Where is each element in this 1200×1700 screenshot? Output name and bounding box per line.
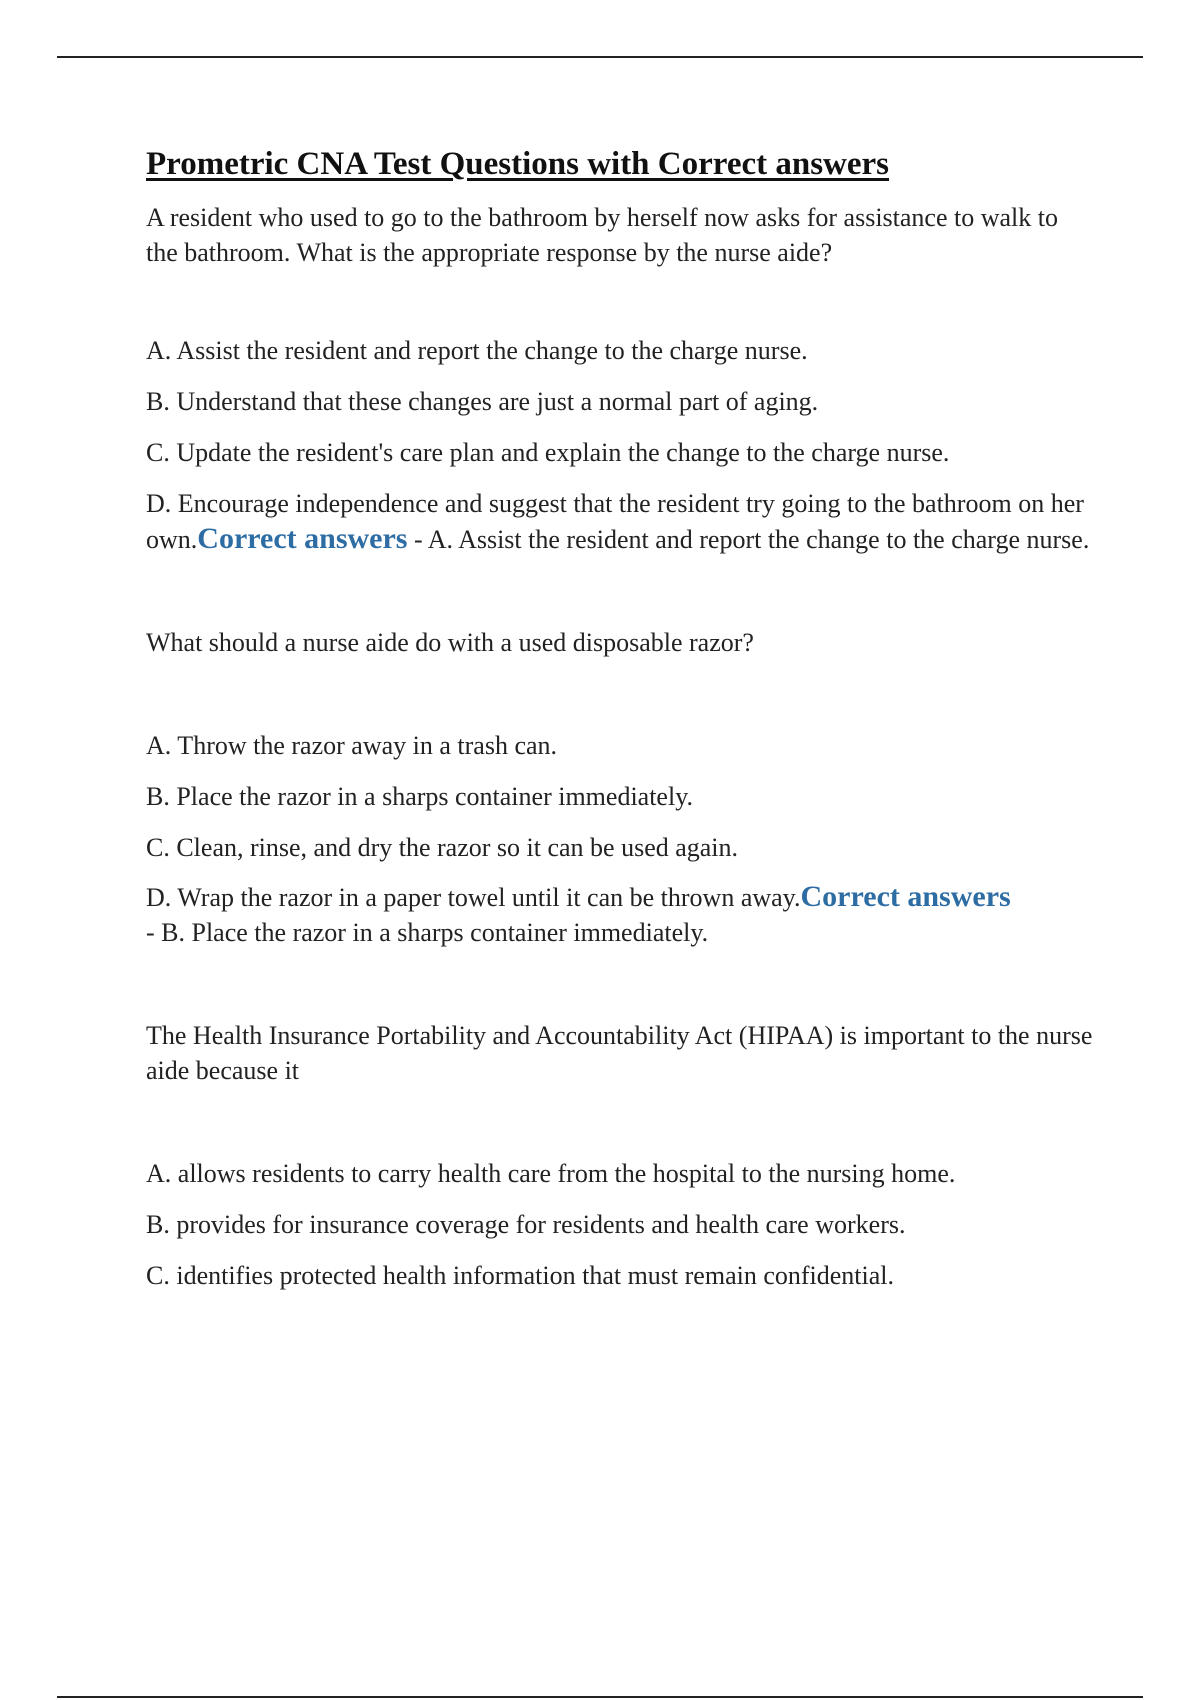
question-2-options (146, 728, 1096, 950)
question-3-text: The Health Insurance Portability and Accountability Act (HIPAA) is important to the nurse aide because it (146, 1021, 1093, 1085)
question-2-text: What should a nurse aide do with a used disposable razor? (146, 628, 754, 657)
question-3-options (146, 1156, 1096, 1293)
question-2-option-c: C. Clean, rinse, and dry the razor so it can be used again. (146, 833, 739, 862)
question-2-option-b: B. Place the razor in a sharps container immediately. (146, 782, 694, 811)
question-2-answer: - B. Place the razor in a sharps container immediately. (146, 918, 709, 947)
correct-answers-label: Correct answers (197, 522, 408, 555)
document-title: Prometric CNA Test Questions with Correct answers (146, 146, 890, 182)
question-1-option-d: D. Encourage independence and suggest that the resident try going to the bathroom on her own. (146, 489, 1084, 554)
question-1-option-c: C. Update the resident's care plan and explain the change to the charge nurse. (146, 438, 950, 467)
footer-rule (57, 1696, 1143, 1698)
question-1-option-d-with-answer (146, 486, 1096, 557)
question-1-answer: - A. Assist the resident and report the change to the charge nurse. (407, 525, 1090, 554)
question-2-option-d-with-answer (146, 879, 1096, 950)
question-1-text: A resident who used to go to the bathroom by herself now asks for assistance to walk to the bathroom. What is the appropriate response by the nurse aide? (146, 203, 1058, 267)
question-2-option-a: A. Throw the razor away in a trash can. (146, 731, 558, 760)
question-1-options (146, 333, 1096, 557)
question-3-option-b: B. provides for insurance coverage for residents and health care workers. (146, 1210, 906, 1239)
page-content (146, 140, 1096, 1293)
header-rule (57, 56, 1143, 58)
question-2-option-d: D. Wrap the razor in a paper towel until it can be thrown away. (146, 883, 801, 912)
question-3-option-c: C. identifies protected health information that must remain confidential. (146, 1261, 895, 1290)
question-1-option-a: A. Assist the resident and report the change to the charge nurse. (146, 336, 808, 365)
correct-answers-label: Correct answers (800, 880, 1011, 913)
question-3-option-a: A. allows residents to carry health care from the hospital to the nursing home. (146, 1159, 956, 1188)
question-1-option-b: B. Understand that these changes are just a normal part of aging. (146, 387, 819, 416)
